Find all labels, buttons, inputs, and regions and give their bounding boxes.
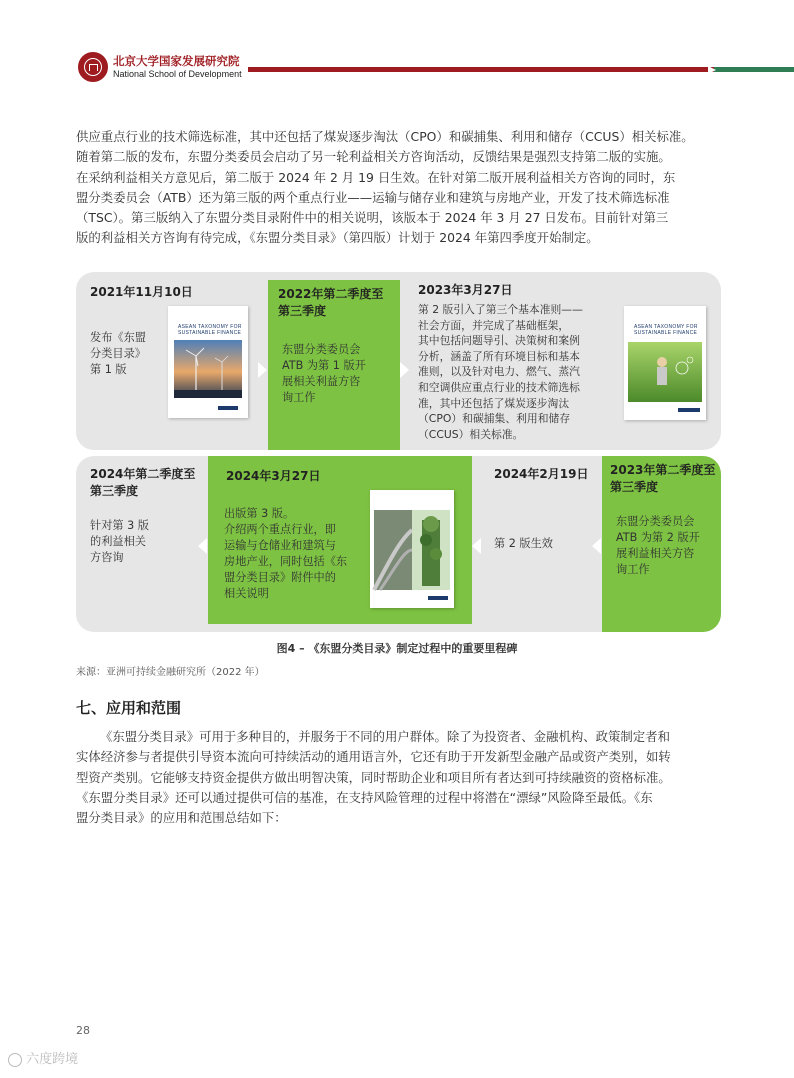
- taxonomy-v2-cover: ASEAN TAXONOMY FOR SUSTAINABLE FINANCE: [624, 306, 706, 420]
- org-name-en: National School of Development: [113, 69, 242, 79]
- text-line: （TSC）。第三版纳入了东盟分类目录附件中的相关说明，该版本于 2024 年 3 月 27 日发布。目前针对第三: [76, 210, 669, 226]
- taxonomy-v1-cover: ASEAN TAXONOMY FOR SUSTAINABLE FINANCE: [168, 306, 248, 418]
- header-rule-notch: [708, 66, 716, 74]
- milestone-date: 2023年第二季度至 第三季度: [610, 463, 716, 494]
- header-rule: [248, 67, 714, 72]
- milestone-text: 第 2 版生效: [494, 537, 553, 550]
- milestone-2023-q2-q3: [602, 456, 721, 632]
- chevron-right-icon: [258, 362, 267, 378]
- chevron-left-icon: [198, 538, 207, 554]
- milestone-date: 2024年3月27日: [226, 469, 321, 483]
- header-rule-green: [714, 67, 794, 72]
- text-line: 供应重点行业的技术筛选标准，其中还包括了煤炭逐步淘汰（CPO）和碳捕集、利用和储存（CCUS）相关标准。: [76, 129, 694, 144]
- watermark-logo-icon: [8, 1053, 22, 1067]
- rice-field-photo: [624, 306, 706, 420]
- pku-logo: [78, 52, 108, 82]
- milestone-text: 针对第 3 版 的利益相关 方咨询: [90, 519, 149, 564]
- text-line: 盟分类目录》的应用和范围总结如下：: [76, 810, 287, 826]
- watermark: 六度跨境: [8, 1048, 78, 1067]
- text-line: 随着第二版的发布，东盟分类委员会启动了另一轮利益相关方咨询活动，反馈结果是强烈支持第二版的实施。: [76, 149, 671, 165]
- figure-caption: 图4 – 《东盟分类目录》制定过程中的重要里程碑: [276, 642, 518, 655]
- chevron-left-icon: [472, 538, 481, 554]
- milestone-date: 2022年第二季度至 第三季度: [278, 287, 384, 318]
- milestone-2024-q2-q3: [76, 456, 204, 632]
- milestone-text: 东盟分类委员会 ATB 为第 1 版开 展相关利益方咨 询工作: [282, 343, 366, 404]
- body-paragraph-1: [76, 127, 719, 249]
- org-name-cn: 北京大学国家发展研究院: [113, 54, 240, 68]
- text-line: 盟分类委员会（ATB）还为第三版的两个重点行业——运输与储存业和建筑与房地产业，开发了技术筛选标准: [76, 189, 670, 205]
- text-line: 《东盟分类目录》还可以通过提供可信的基准，在支持风险管理的过程中将潜在“漂绿”风险降至最低。《东: [76, 789, 653, 805]
- text-line: 版的利益相关方咨询有待完成，《东盟分类目录》（第四版）计划于 2024 年第四季度开始制定。: [76, 230, 599, 246]
- milestone-date: 2021年11月10日: [90, 285, 193, 299]
- milestone-text: 东盟分类委员会 ATB 为第 2 版开 展利益相关方咨 询工作: [616, 515, 700, 576]
- milestone-date: 2023年3月27日: [418, 283, 513, 297]
- text-line: 实体经济参与者提供引导资本流向可持续活动的通用语言外，它还有助于开发新型金融产品或资产类别，如转: [76, 749, 671, 765]
- highway-building-photo: [370, 490, 454, 608]
- text-line: 型资产类别。它能够支持资金提供方做出明智决策，同时帮助企业和项目所有者达到可持续融资的资格标准。: [76, 769, 671, 785]
- milestone-text: 出版第 3 版。 介绍两个重点行业，即 运输与仓储业和建筑与 房地产业，同时包括《东 盟分类目录》附件中的 相关说明: [224, 507, 348, 600]
- milestone-date: 2024年第二季度至 第三季度: [90, 467, 196, 498]
- text-line: 《东盟分类目录》可用于多种目的，并服务于不同的用户群体。除了为投资者、金融机构、政策制定者和: [100, 729, 670, 744]
- milestone-2021-11-10: [76, 272, 264, 450]
- milestone-text: 第 2 版引入了第三个基本准则—— 社会方面，并完成了基础框架， 其中包括问题导引、决策树和案例 分析，涵盖了所有环境目标和基本 准则，以及针对电力、燃气、蒸汽 和空调供应重点行业的技术筛选标 准，其中还包括了煤炭逐步淘汰 （CPO）和碳捕集、利用和储存 （CCUS）相关标准。: [418, 303, 583, 441]
- chevron-left-icon: [592, 538, 601, 554]
- wind-turbine-photo: [168, 306, 248, 418]
- milestone-date: 2024年2月19日: [494, 467, 589, 481]
- chevron-right-icon: [400, 362, 409, 378]
- text-line: 在采纳利益相关方意见后，第二版于 2024 年 2 月 19 日生效。在针对第二版开展利益相关方咨询的同时，东: [76, 169, 676, 185]
- milestone-2023-03-27: [410, 272, 721, 450]
- milestone-2024-02-19: [482, 456, 592, 632]
- milestone-text: 发布《东盟 分类目录》 第 1 版: [90, 331, 146, 376]
- milestone-2024-03-27: [208, 456, 472, 624]
- section-heading: 七、应用和范围: [76, 699, 182, 717]
- figure-source: 来源：亚洲可持续金融研究所（2022 年）: [76, 667, 265, 678]
- milestone-figure: [76, 272, 721, 632]
- page-number: 28: [76, 1024, 90, 1037]
- taxonomy-v3-cover: [370, 490, 454, 608]
- body-paragraph-2: [76, 727, 719, 828]
- milestone-2022-q2-q3: [268, 280, 400, 450]
